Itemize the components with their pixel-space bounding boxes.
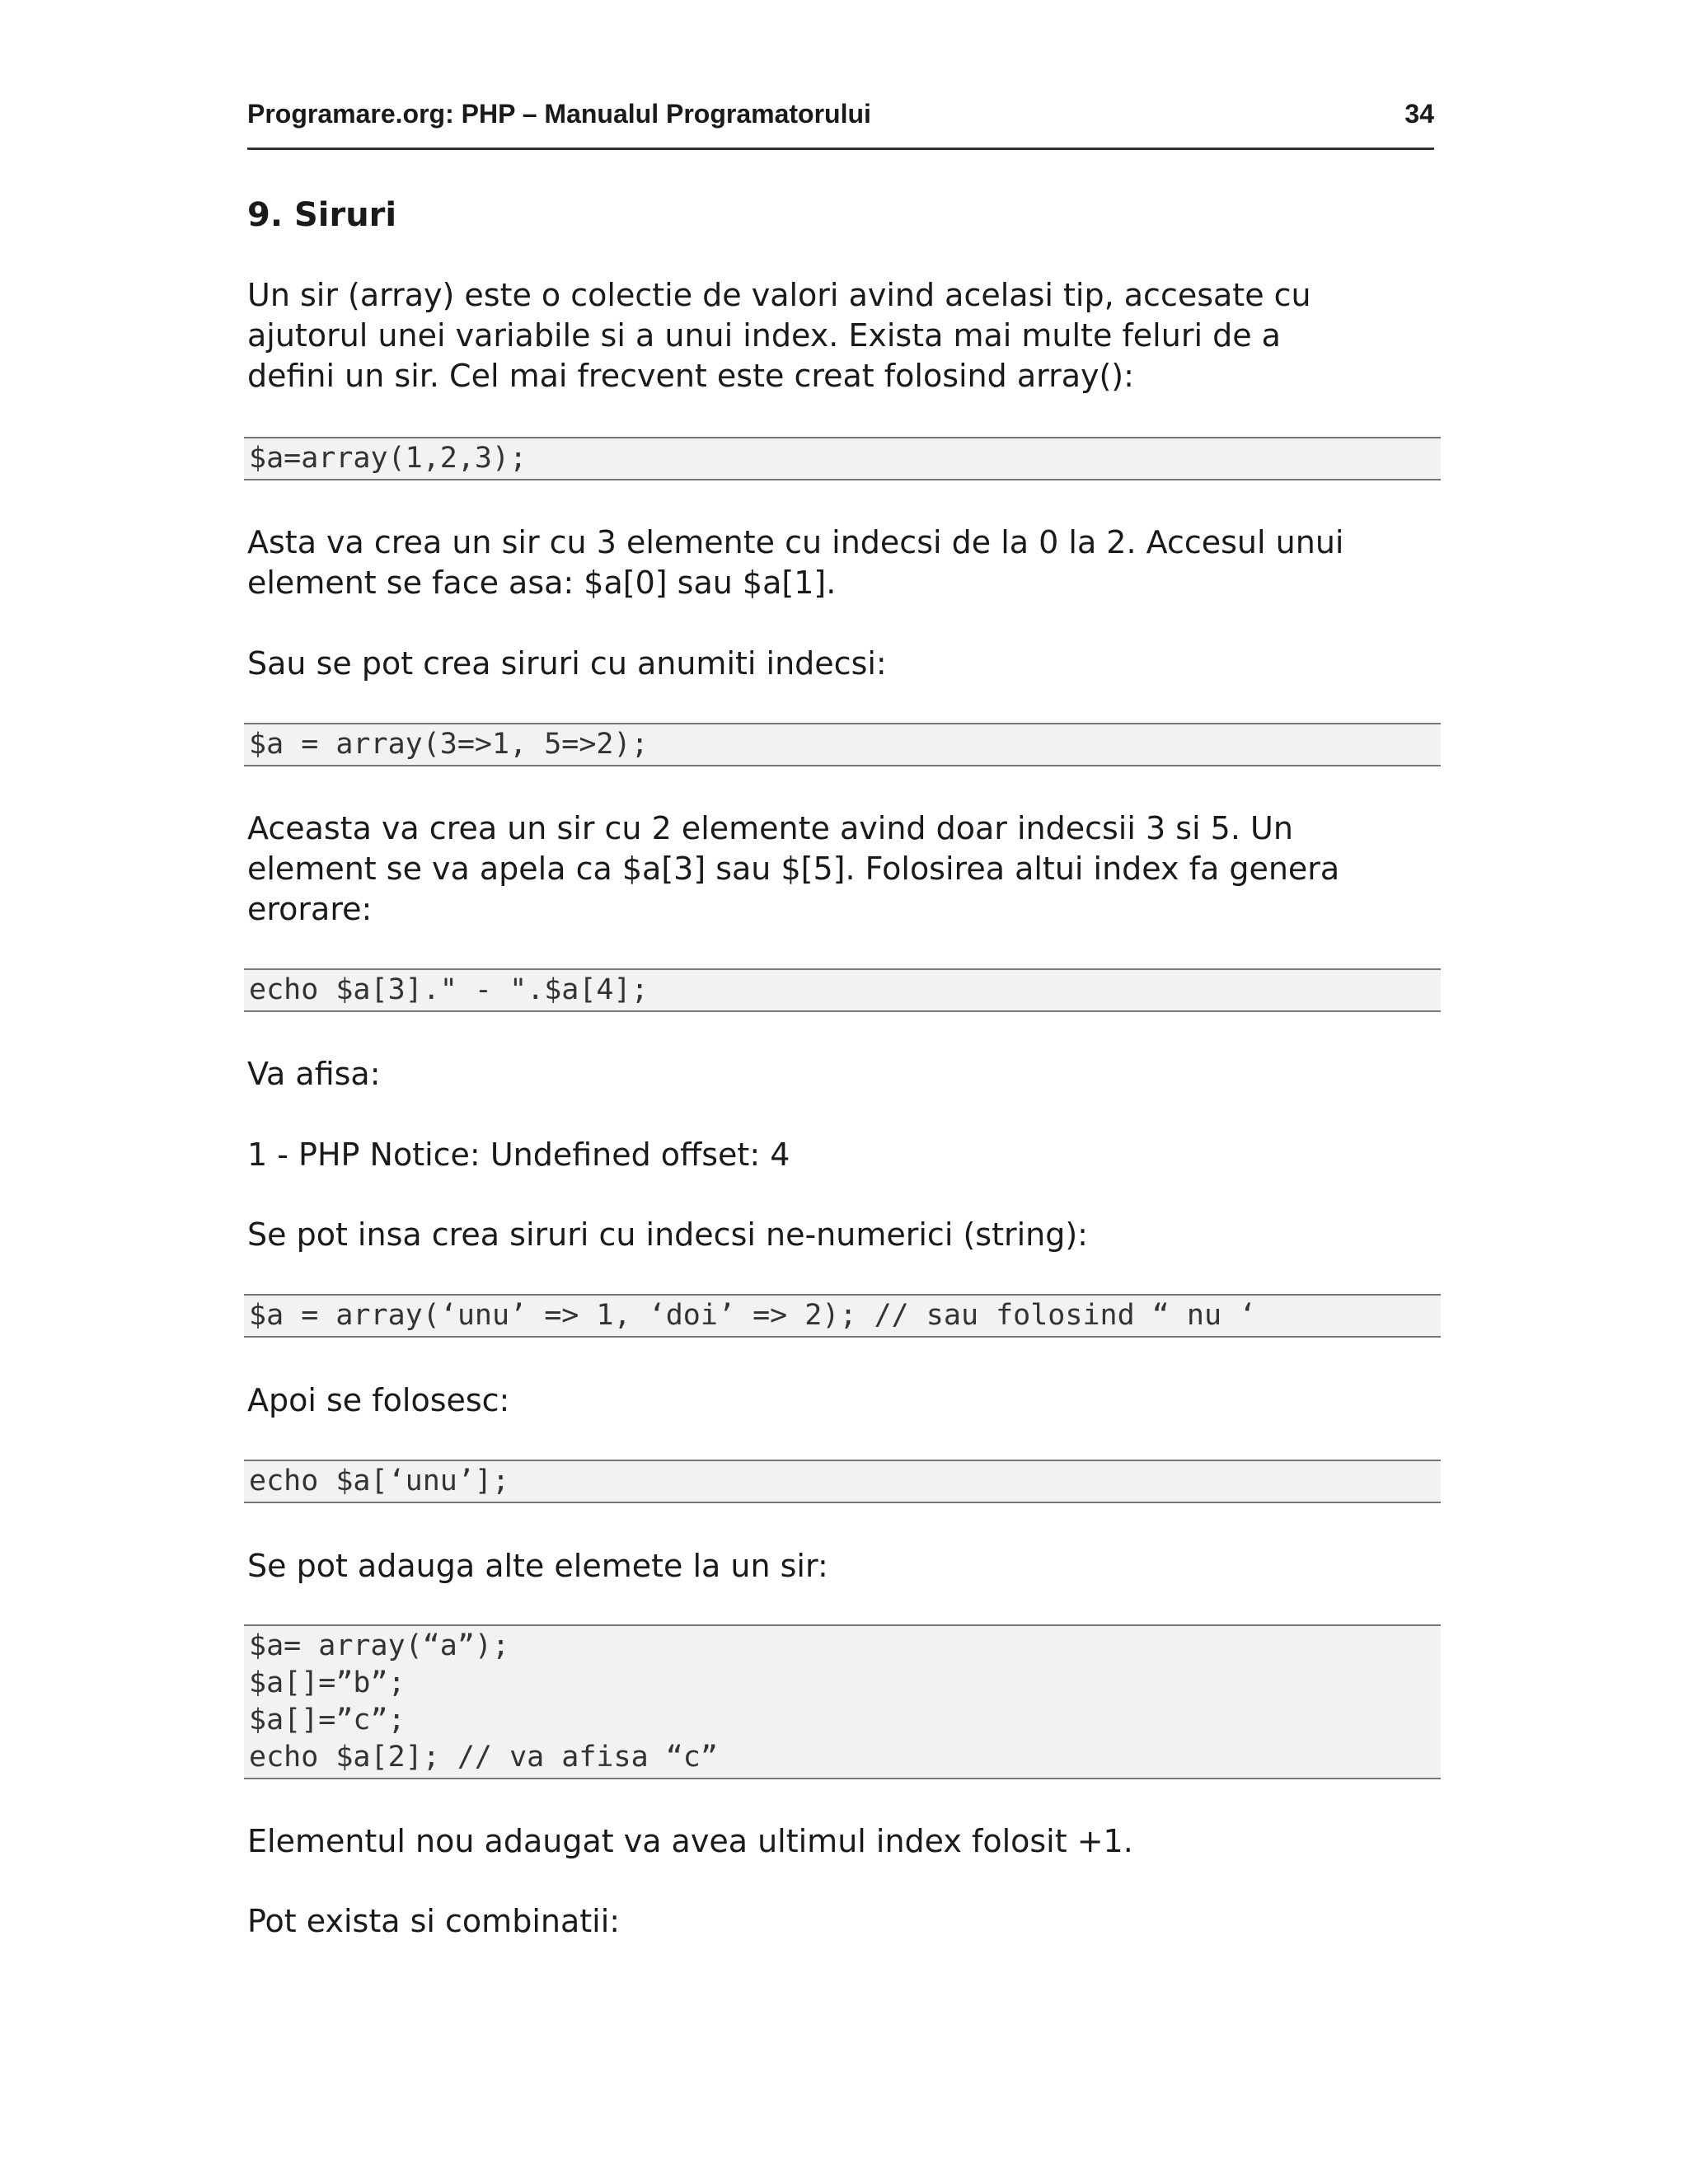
paragraph-7: Se pot insa crea siruri cu indecsi ne-numerici (string): bbox=[247, 1216, 1088, 1253]
paragraph-8: Apoi se folosesc: bbox=[247, 1382, 510, 1418]
code-block-2: $a = array(3=>1, 5=>2); bbox=[244, 723, 1441, 766]
section-heading: 9. Siruri bbox=[247, 196, 397, 234]
paragraph-intro: Un sir (array) este o colectie de valori avind acelasi tip, accesate cu ajutorul unei variabile si a unui index. Exista mai multe feluri de a defini un sir. Cel mai frecvent este creat folosind array(): bbox=[247, 277, 1311, 394]
header-title: Programare.org: PHP – Manualul Programatorului bbox=[247, 99, 871, 129]
code-block-4: $a = array(‘unu’ => 1, ‘doi’ => 2); // sau folosind “ nu ‘ bbox=[244, 1294, 1441, 1338]
paragraph-4: Aceasta va crea un sir cu 2 elemente avind doar indecsii 3 si 5. Un element se va apela ca $a[3] sau $[5]. Folosirea altui index fa genera erorare: bbox=[247, 810, 1340, 927]
code-block-6: $a= array(“a”); $a[]=”b”; $a[]=”c”; echo $a[2]; // va afisa “c” bbox=[244, 1624, 1441, 1779]
paragraph-2: Asta va crea un sir cu 3 elemente cu indecsi de la 0 la 2. Accesul unui element se face asa: $a[0] sau $a[1]. bbox=[247, 524, 1344, 601]
paragraph-5: Va afisa: bbox=[247, 1056, 381, 1092]
paragraph-9: Se pot adauga alte elemete la un sir: bbox=[247, 1548, 828, 1584]
code-block-5: echo $a[‘unu’]; bbox=[244, 1460, 1441, 1503]
page-number: 34 bbox=[1404, 99, 1434, 129]
paragraph-11: Pot exista si combinatii: bbox=[247, 1903, 621, 1939]
page-header bbox=[247, 92, 1434, 150]
code-block-1: $a=array(1,2,3); bbox=[244, 437, 1441, 480]
code-block-3: echo $a[3]." - ".$a[4]; bbox=[244, 968, 1441, 1012]
paragraph-3: Sau se pot crea siruri cu anumiti indecsi: bbox=[247, 645, 887, 682]
paragraph-6: 1 - PHP Notice: Undefined offset: 4 bbox=[247, 1137, 790, 1173]
paragraph-10: Elementul nou adaugat va avea ultimul index folosit +1. bbox=[247, 1823, 1133, 1859]
